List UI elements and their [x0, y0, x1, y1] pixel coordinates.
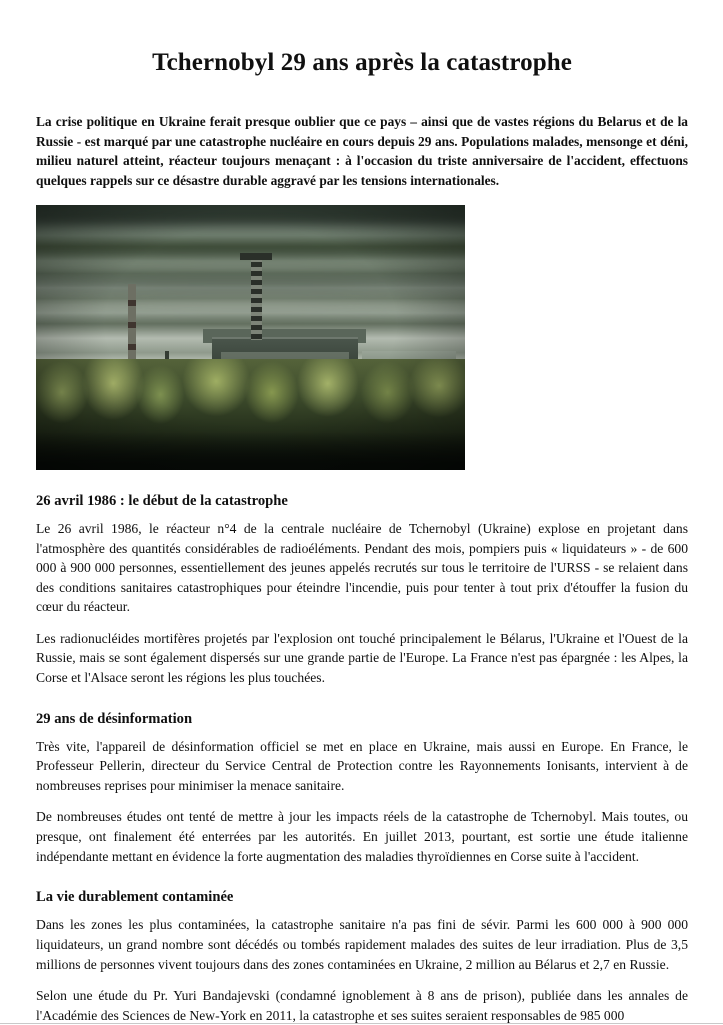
section-desinformation [36, 710, 688, 867]
section-heading: 29 ans de désinformation [36, 710, 193, 727]
document-content [36, 0, 688, 1025]
cloud-band [36, 228, 465, 239]
chernobyl-photo [36, 205, 465, 470]
body-paragraph: Dans les zones les plus contaminées, la catastrophe sanitaire n'a pas fini de sévir. Parmi les 600 000 à 900 000 liquidateurs, un grand nombre sont décédés ou tombés rapidement malades des suites de leur irradiation. Plus de 3,5 millions de personnes vivent toujours dans des zones contaminées en Ukraine, 2 million au Bélarus et 2,7 en Russie. [36, 917, 688, 972]
body-paragraph: Les radionucléides mortifères projetés par l'explosion ont touché principalement le Bélarus, l'Ukraine et l'Ouest de la Russie, mais se sont également dispersés sur une grande partie de l'Europe. La France n'est pas épargnée : les Alpes, la Corse et l'Alsace seront les régions les plus touchées. [36, 630, 688, 685]
lead-paragraph: La crise politique en Ukraine ferait presque oublier que ce pays – ainsi que de vastes régions du Belarus et de la Russie - est marqué par une catastrophe nucléaire en cours depuis 29 ans. Populations malades, mensonge et déni, milieu naturel atteint, réacteur toujours menaçant : à l'occasion du triste anniversaire de l'accident, effectuons quelques rappels sur ce désastre durable aggravé par les tensions internationales. [36, 114, 688, 189]
section-heading: La vie durablement contaminée [36, 889, 234, 906]
body-paragraph: De nombreuses études ont tenté de mettre à jour les impacts réels de la catastrophe de Tchernobyl. Mais toutes, ou presque, ont finalement été enterrées par les autorités. En juillet 2013, pourtant, est sortie une étude italienne indépendante mettant en évidence la forte augmentation des maladies thyroïdiennes en Corse suite à l'accident. [36, 809, 688, 864]
page-title: Tchernobyl 29 ans après la catastrophe [152, 49, 572, 76]
body-paragraph: Très vite, l'appareil de désinformation officiel se met en place en Ukraine, mais aussi en Europe. En France, le Professeur Pellerin, directeur du Service Central de Protection contre les Rayonnements Ionisants, intervient à de nombreuses reprises pour minimiser la menace sanitaire. [36, 738, 688, 793]
section-catastrophe-start [36, 492, 688, 688]
body-paragraph: Selon une étude du Pr. Yuri Bandajevski (condamné ignoblement à 8 ans de prison), publiée dans les annales de l'Académie des Sciences de New-York en 2011, la catastrophe et ses suites seraient responsables de 985 000 [36, 988, 688, 1023]
section-heading: 26 avril 1986 : le début de la catastrophe [36, 492, 288, 509]
section-vie-contaminee [36, 888, 688, 1025]
foreground-vegetation [36, 359, 465, 470]
vent-stack-icon [251, 253, 262, 340]
body-paragraph: Le 26 avril 1986, le réacteur n°4 de la centrale nucléaire de Tchernobyl (Ukraine) explose en projetant dans l'atmosphère des quantités considérables de radioéléments. Pendant des mois, pompiers puis « liquidateurs » - de 600 000 à 900 000 personnes, essentiellement des jeunes appelés recrutés sur tous le territoire de l'URSS - se relaient dans des conditions sanitaires catastrophiques pour éteindre l'incendie, puis pour tenter à tout prix d'étouffer la fusion du cœur du réacteur. [36, 521, 688, 615]
photo-image [36, 205, 465, 470]
cloud-band [36, 212, 465, 225]
